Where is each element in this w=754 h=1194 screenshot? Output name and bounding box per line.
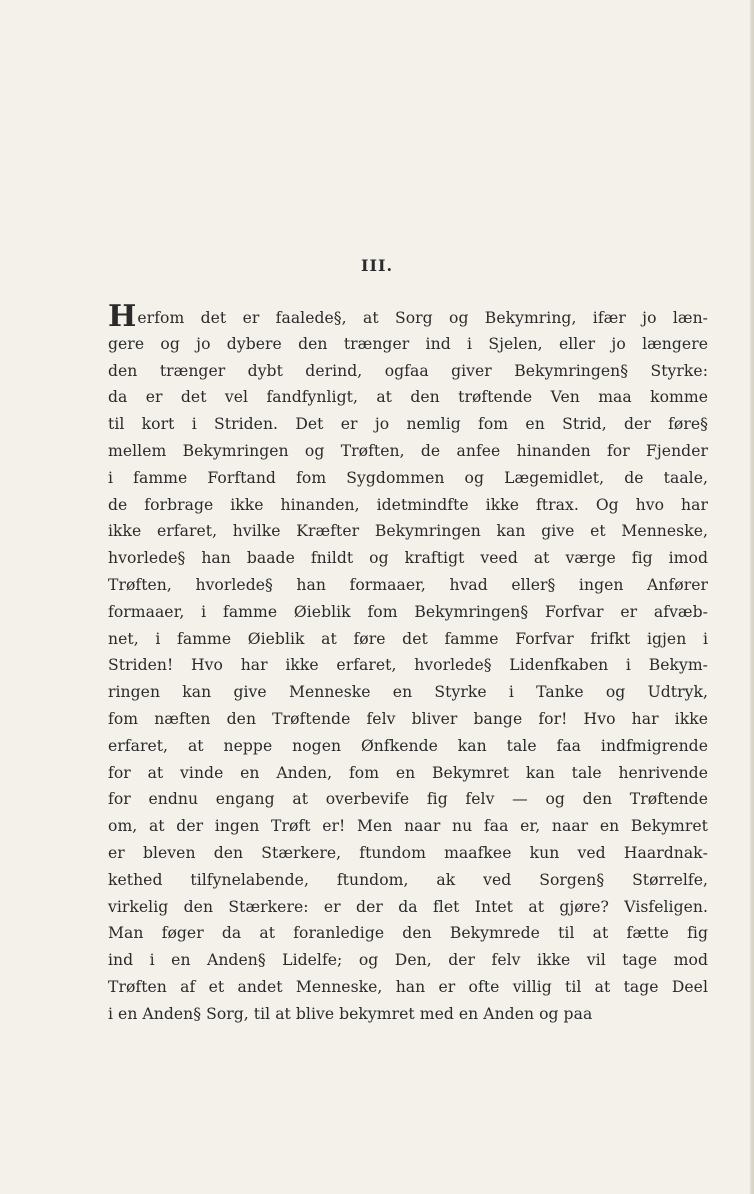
text-line: ikke erfaret, hvilke Kræfter Bekymringen kan give et Menneske, — [108, 522, 708, 541]
text-line: kethed tilfynelabende, ftundom, ak ved Sorgen§ Størrelfe, — [108, 870, 708, 889]
drop-cap: H — [108, 299, 137, 334]
text-line: formaaer, i famme Øieblik fom Bekymringen§ Forfvar er afvæb‑ — [108, 602, 708, 621]
text-line: den trænger dybt derind, ogfaa giver Bekymringen§ Styrke: — [108, 361, 708, 380]
text-line: er bleven den Stærkere, ftundom maafkee kun ved Haardnak‑ — [108, 843, 708, 862]
page-edge — [750, 0, 754, 1194]
text-line: i en Anden§ Sorg, til at blive bekymret med en Anden og paa — [108, 1004, 593, 1023]
text-line: om, at der ingen Trøft er! Men naar nu faa er, naar en Bekymret — [108, 817, 708, 836]
chapter-heading: III. — [360, 256, 394, 275]
text-line: Striden! Hvo har ikke erfaret, hvorlede§ Lidenfkaben i Bekym‑ — [108, 656, 708, 675]
text-line: hvorlede§ han baade fnildt og kraftigt veed at værge fig imod — [108, 549, 708, 568]
body-text — [108, 299, 708, 1028]
text-line: virkelig den Stærkere: er der da flet Intet at gjøre? Visfeligen. — [108, 897, 708, 916]
text-line: ringen kan give Menneske en Styrke i Tanke og Udtryk, — [108, 683, 708, 702]
text-line-content: erfom det er faalede§, at Sorg og Bekymring, ifær jo læn‑ — [137, 309, 708, 327]
text-line: de forbrage ikke hinanden, idetmindfte ikke ftrax. Og hvo har — [108, 495, 708, 514]
text-line: for at vinde en Anden, fom en Bekymret kan tale henrivende — [108, 763, 708, 782]
text-line: ind i en Anden§ Lidelfe; og Den, der felv ikke vil tage mod — [108, 951, 708, 970]
text-line: gere og jo dybere den trænger ind i Sjelen, eller jo længere — [108, 334, 708, 353]
text-line: fom næften den Trøftende felv bliver bange for! Hvo har ikke — [108, 709, 708, 728]
text-line: Trøften, hvorlede§ han formaaer, hvad eller§ ingen Anfører — [108, 575, 708, 594]
text-line: for endnu engang at overbevife fig felv — og den Trøftende — [108, 790, 708, 809]
text-line: net, i famme Øieblik at føre det famme Forfvar frifkt igjen i — [108, 629, 708, 648]
text-line: Trøften af et andet Menneske, han er ofte villig til at tage Deel — [108, 977, 708, 996]
text-line: mellem Bekymringen og Trøften, de anfee hinanden for Fjender — [108, 441, 708, 460]
text-line: Man føger da at foranledige den Bekymrede til at fætte fig — [108, 924, 708, 943]
text-line — [108, 299, 708, 334]
text-line: erfaret, at neppe nogen Ønfkende kan tale faa indfmigrende — [108, 736, 708, 755]
text-line: da er det vel fandfynligt, at den trøftende Ven maa komme — [108, 388, 708, 407]
text-line: i famme Forftand fom Sygdommen og Lægemidlet, de taale, — [108, 468, 708, 487]
text-line: til kort i Striden. Det er jo nemlig fom en Strid, der føre§ — [108, 415, 708, 434]
